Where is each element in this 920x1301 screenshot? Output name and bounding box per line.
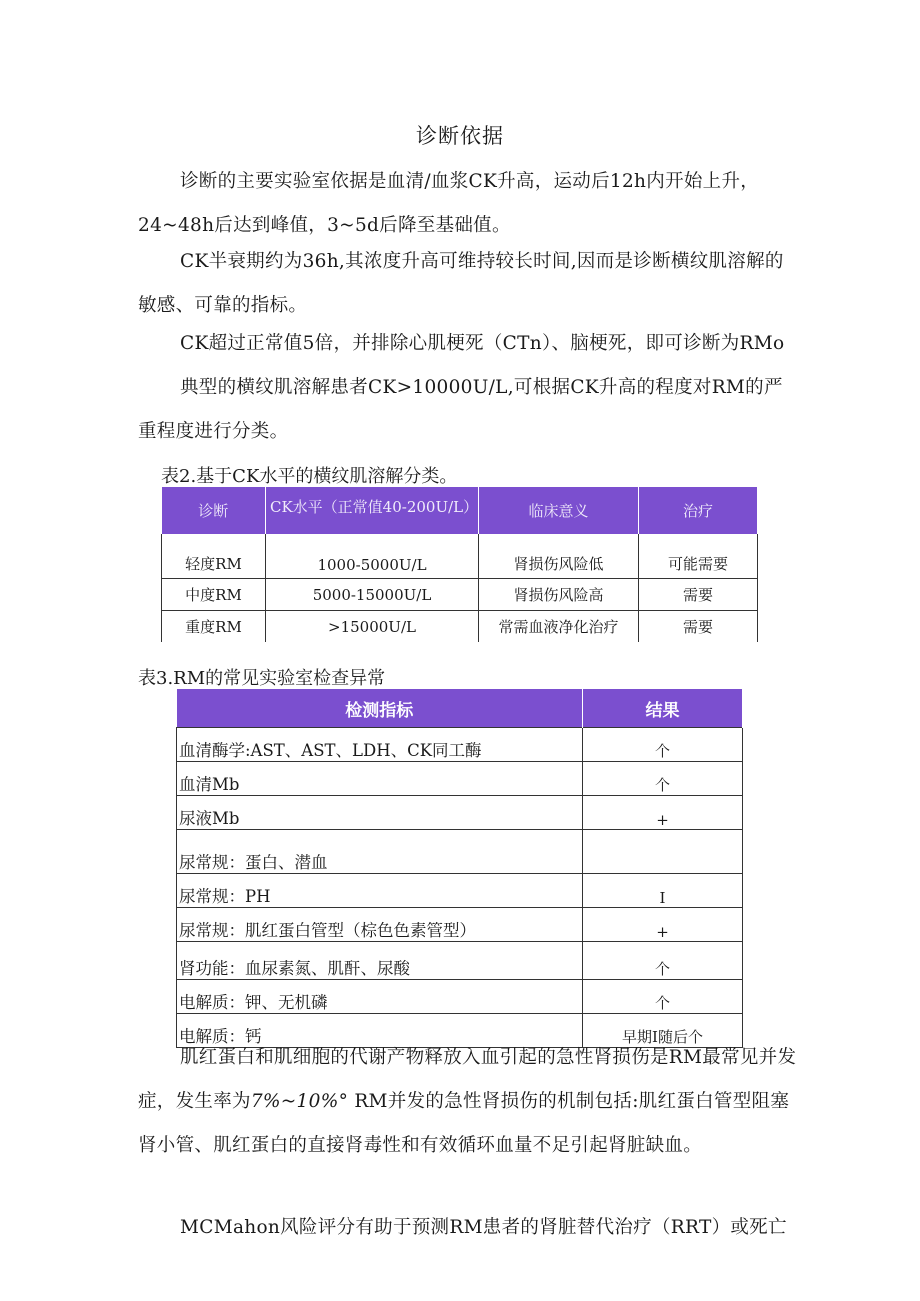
table-cell: 中度RM (162, 579, 266, 611)
table-cell: 可能需要 (639, 534, 758, 579)
lab-abnormalities-table (176, 689, 743, 1048)
paragraph-ck-diagnosis: CK超过正常值5倍，并排除心肌梗死（CTn）、脑梗死，即可诊断为RMo (180, 333, 785, 354)
table-cell: 常需血液净化治疗 (479, 611, 639, 643)
header-diagnosis: 诊断 (162, 487, 266, 534)
table-cell: 早期I随后个 (583, 1014, 743, 1048)
table-cell: 尿常规：蛋白、潜血 (177, 830, 583, 874)
header-treatment: 治疗 (639, 487, 758, 534)
table-row (177, 874, 743, 908)
table-cell: 电解质：钙 (177, 1014, 583, 1048)
table-row (177, 908, 743, 942)
table-cell: 尿液Mb (177, 796, 583, 830)
table-row (177, 980, 743, 1014)
table-cell: 5000-15000U/L (266, 579, 479, 611)
table-cell: + (583, 796, 743, 830)
table-row (177, 728, 743, 762)
table-row (177, 942, 743, 980)
table-cell: 个 (583, 980, 743, 1014)
table-cell: + (583, 908, 743, 942)
table-cell: 肾功能：血尿素氮、肌酐、尿酸 (177, 942, 583, 980)
ck-classification-table (161, 487, 758, 642)
table2-caption: 表2.基于CK水平的横纹肌溶解分类。 (161, 466, 458, 487)
table-cell: 重度RM (162, 611, 266, 643)
table-cell (583, 830, 743, 874)
table-cell: 尿常规：肌红蛋白管型（棕色色素管型） (177, 908, 583, 942)
table-row (177, 830, 743, 874)
table-cell: 个 (583, 942, 743, 980)
table-cell: 肾损伤风险低 (479, 534, 639, 579)
table-cell: 个 (583, 728, 743, 762)
table-header-row (177, 689, 743, 728)
table-cell: 电解质：钾、无机磷 (177, 980, 583, 1014)
paragraph-text: ° RM并发的急性肾损伤的机制包括:肌红蛋白管型阻塞肾小管、肌红蛋白的直接肾毒性和有效循环血量不足引起肾脏缺血。 (138, 1091, 790, 1156)
table-row (177, 762, 743, 796)
table-row (162, 534, 758, 579)
table-row (162, 579, 758, 611)
table-cell: 肾损伤风险高 (479, 579, 639, 611)
table-cell: I (583, 874, 743, 908)
table-cell: >15000U/L (266, 611, 479, 643)
table-header-row (162, 487, 758, 534)
table-row (162, 611, 758, 643)
table-cell: 个 (583, 762, 743, 796)
table-cell: 血清Mb (177, 762, 583, 796)
table-cell: 血清酶学:AST、AST、LDH、CK同工酶 (177, 728, 583, 762)
paragraph-text: 肌红蛋白和肌细胞的代谢产物释放入血引起的急性肾损伤是RM最常见并发症，发生率为 (138, 1047, 797, 1112)
paragraph-lab-basis: 诊断的主要实验室依据是血清/血浆CK升高，运动后12h内开始上升，24~48h后达到峰值，3~5d后降至基础值。 (138, 171, 760, 236)
paragraph-aki-complication (138, 1036, 798, 1168)
header-clinical-significance: 临床意义 (479, 487, 639, 534)
table-row (177, 796, 743, 830)
table-cell: 需要 (639, 611, 758, 643)
table-cell: 轻度RM (162, 534, 266, 579)
header-ck-level-text: CK水平（正常值40-200U/L） (270, 498, 479, 516)
header-test-indicator: 检测指标 (177, 689, 583, 728)
table-cell: 1000-5000U/L (266, 534, 479, 579)
table3-caption: 表3.RM的常见实验室检查异常 (138, 668, 386, 689)
incidence-rate: 7%~10% (250, 1091, 339, 1112)
paragraph-mcmahon-score (138, 1206, 798, 1250)
table-cell: 尿常规：PH (177, 874, 583, 908)
paragraph-text: MCMahon风险评分有助于预测RM患者的肾脏替代治疗（RRT）或死亡 (180, 1217, 787, 1238)
paragraph-ck-half-life: CK半衰期约为36h,其浓度升高可维持较长时间,因而是诊断横纹肌溶解的敏感、可靠的指标。 (138, 251, 784, 316)
table-cell: 需要 (639, 579, 758, 611)
header-result: 结果 (583, 689, 743, 728)
paragraph-ck-classification: 典型的横纹肌溶解患者CK>10000U/L,可根据CK升高的程度对RM的严重程度进行分类。 (138, 377, 783, 442)
section-title: 诊断依据 (416, 124, 504, 148)
header-ck-level (266, 487, 479, 534)
